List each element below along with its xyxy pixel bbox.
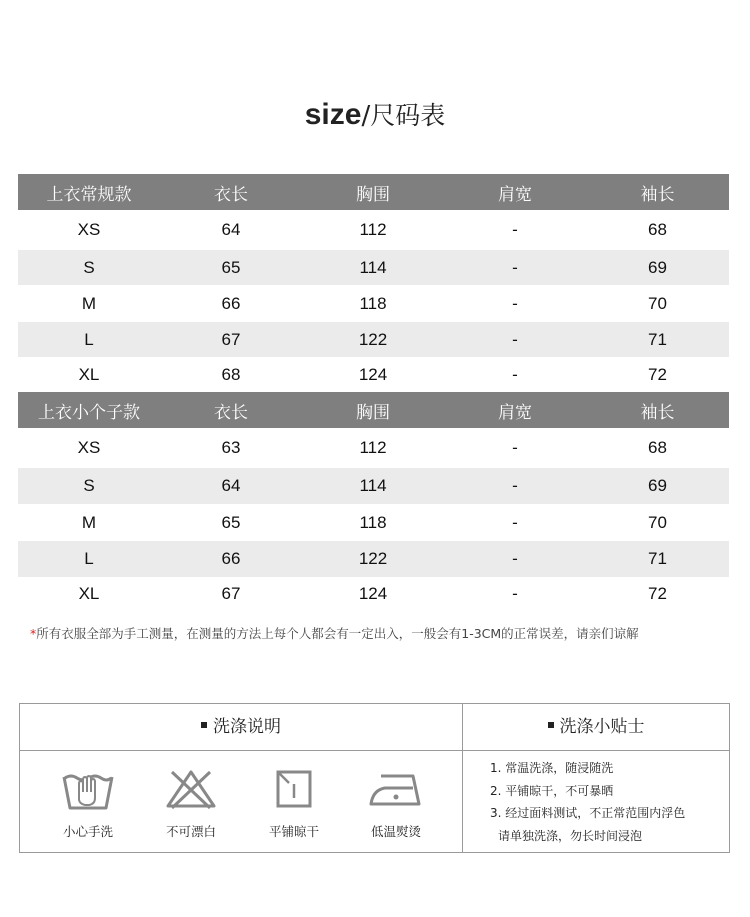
- size-table-regular: [18, 174, 729, 392]
- shoulder-cell: -: [444, 468, 586, 504]
- bullet-square-icon: [201, 722, 207, 728]
- column-header-shoulder: 肩宽: [444, 174, 586, 210]
- care-item-hand-wash: [48, 768, 128, 840]
- table-header-row: [18, 174, 729, 210]
- length-cell: 64: [160, 468, 302, 504]
- length-cell: 65: [221, 512, 241, 532]
- length-cell: 65: [160, 250, 302, 285]
- sleeve-cell: 71: [586, 541, 729, 577]
- length-cell: 66: [160, 541, 302, 577]
- length-cell: 66: [221, 293, 241, 313]
- size-cell: XS: [77, 438, 101, 457]
- shoulder-cell: -: [512, 438, 518, 457]
- table-row: [18, 322, 729, 357]
- size-cell: M: [81, 293, 97, 313]
- table-row: [18, 577, 729, 611]
- table-row: [18, 250, 729, 285]
- size-cell: L: [18, 541, 160, 577]
- chest-cell: 112: [359, 220, 387, 239]
- chest-cell: 122: [302, 541, 444, 577]
- shoulder-cell: -: [512, 512, 518, 532]
- sleeve-cell: 69: [586, 250, 729, 285]
- table-row: [18, 541, 729, 577]
- table-header-row: [18, 392, 729, 428]
- tips-title-label: 洗涤小贴士: [559, 717, 645, 737]
- sleeve-cell: 71: [586, 322, 729, 357]
- note-asterisk: *: [30, 626, 37, 641]
- sleeve-cell: 68: [648, 220, 667, 239]
- column-header-shoulder: 肩宽: [444, 392, 586, 428]
- column-header-sleeve: 袖长: [586, 174, 729, 210]
- table-row: [18, 428, 729, 468]
- column-header-chest: 胸围: [302, 174, 444, 210]
- low-iron-icon: [367, 768, 425, 812]
- size-cell: XS: [77, 220, 101, 239]
- chest-cell: 118: [359, 512, 387, 532]
- column-header-chest: 胸围: [302, 392, 444, 428]
- care-label: 小心手洗: [62, 824, 113, 839]
- sleeve-cell: 72: [648, 364, 667, 384]
- title-slash: /: [361, 101, 371, 131]
- length-cell: 64: [221, 220, 241, 239]
- no-bleach-icon: [164, 768, 218, 812]
- shoulder-cell: -: [444, 541, 586, 577]
- size-cell: M: [81, 512, 97, 532]
- chest-cell: 122: [302, 322, 444, 357]
- care-item-no-bleach: [151, 768, 231, 840]
- chest-cell: 124: [358, 584, 388, 603]
- column-header-length: 衣长: [160, 392, 302, 428]
- tip-item: 1. 常温洗涤，随浸随洗: [490, 761, 614, 775]
- care-item-low-iron: [356, 768, 436, 840]
- sleeve-cell: 68: [648, 438, 667, 457]
- shoulder-cell: -: [512, 584, 518, 603]
- care-title: [20, 704, 462, 750]
- table-row: [18, 468, 729, 504]
- length-cell: 67: [221, 584, 241, 603]
- chest-cell: 124: [358, 364, 388, 384]
- care-item-dry-flat: [254, 768, 334, 840]
- tips-title: [463, 704, 729, 750]
- table-row: [18, 357, 729, 392]
- chest-cell: 118: [359, 293, 387, 313]
- horizontal-divider: [20, 750, 729, 751]
- chest-cell: 114: [302, 250, 444, 285]
- shoulder-cell: -: [512, 220, 518, 239]
- length-cell: 63: [221, 438, 241, 457]
- size-cell: XL: [78, 364, 100, 384]
- size-cell: S: [18, 468, 160, 504]
- size-cell: XL: [78, 584, 100, 603]
- column-header-length: 衣长: [160, 174, 302, 210]
- sleeve-cell: 69: [586, 468, 729, 504]
- chest-cell: 112: [359, 438, 387, 457]
- sleeve-cell: 70: [648, 293, 667, 313]
- column-header-sleeve: 袖长: [586, 392, 729, 428]
- title-chinese: 尺码表: [370, 101, 446, 130]
- care-title-label: 洗涤说明: [213, 717, 281, 737]
- shoulder-cell: -: [444, 322, 586, 357]
- tip-item: 3. 经过面料测试，不正常范围内浮色: [490, 806, 686, 820]
- title-english: size: [304, 98, 362, 131]
- care-label: 不可漂白: [165, 824, 216, 839]
- measurement-note: [30, 624, 730, 642]
- length-cell: 67: [160, 322, 302, 357]
- shoulder-cell: -: [512, 364, 518, 384]
- tip-item: 2. 平铺晾干，不可暴晒: [490, 783, 614, 798]
- care-label: 平铺晾干: [268, 824, 319, 839]
- tip-item-continued: 请单独洗涤，勿长时间浸泡: [498, 828, 643, 843]
- bullet-square-icon: [548, 722, 554, 728]
- dry-flat-icon: [267, 768, 321, 812]
- note-text: 所有衣服全部为手工测量，在测量的方法上每个人都会有一定出入，一般会有1-3CM的正常误差，请亲们谅解: [36, 626, 639, 641]
- table-name: 上衣小个子款: [18, 392, 160, 428]
- table-name: 上衣常规款: [18, 174, 160, 210]
- sleeve-cell: 72: [648, 584, 667, 603]
- table-row: [18, 210, 729, 250]
- care-label: 低温熨烫: [370, 824, 421, 839]
- shoulder-cell: -: [512, 293, 518, 313]
- size-cell: S: [18, 250, 160, 285]
- size-table-petite: [18, 392, 729, 611]
- washing-tips-list: [490, 757, 685, 847]
- table-row: [18, 504, 729, 541]
- length-cell: 68: [221, 364, 241, 384]
- size-cell: L: [18, 322, 160, 357]
- page-title: [0, 96, 750, 132]
- table-row: [18, 285, 729, 322]
- hand-wash-icon: [61, 768, 115, 812]
- shoulder-cell: -: [444, 250, 586, 285]
- chest-cell: 114: [302, 468, 444, 504]
- sleeve-cell: 70: [648, 512, 667, 532]
